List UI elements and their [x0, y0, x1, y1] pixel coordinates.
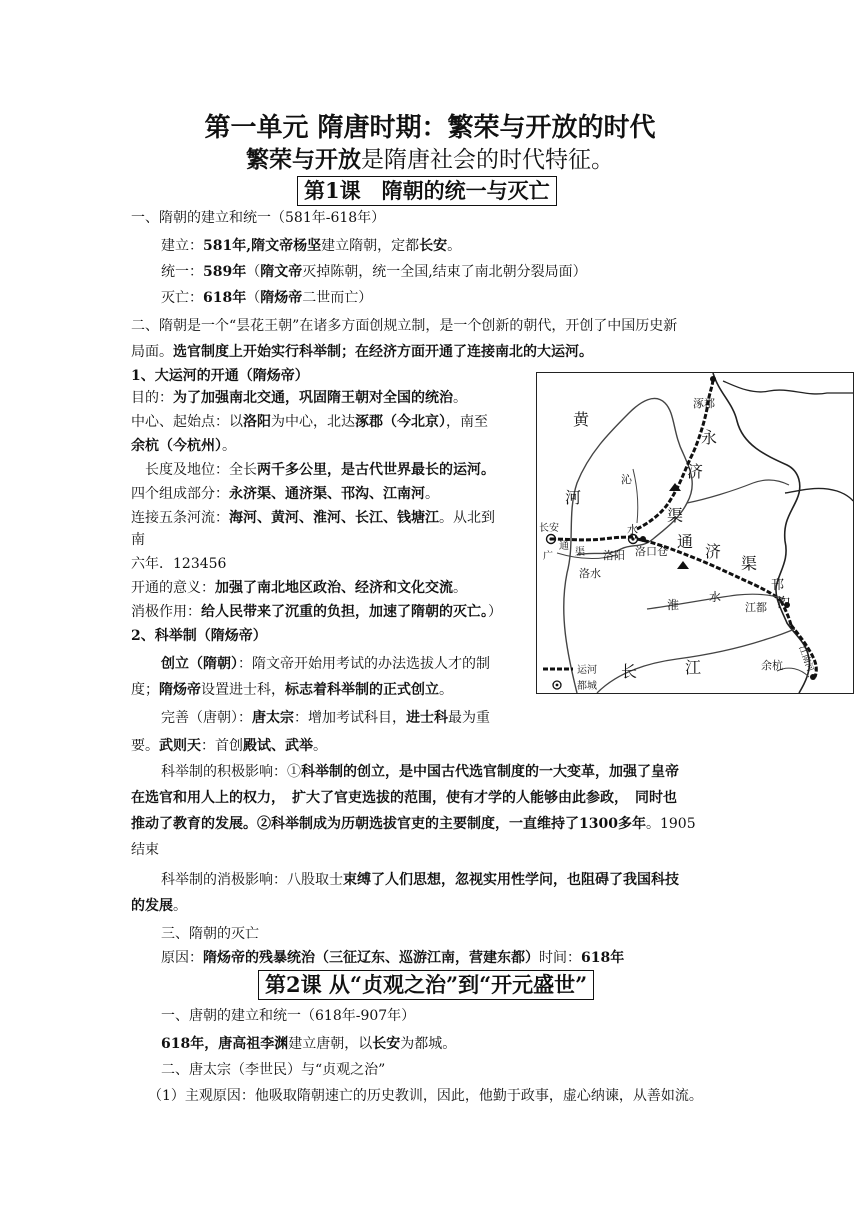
purpose-text: 为了加强南北交通，巩固隋王朝对全国的统治	[173, 390, 453, 406]
perfect-mid: ：增加考试科目，	[294, 710, 406, 726]
create2-bold: 标志着科举制的正式创立	[285, 682, 439, 698]
center-label: 中心、起始点：以	[131, 414, 243, 430]
meaning-text: 加强了南北地区政治、经济和文化交流	[215, 580, 453, 596]
exam-heading: 2、科举制（隋炀帝）	[131, 628, 267, 644]
l2-est-mid: 建立唐朝，以	[288, 1036, 373, 1052]
guangtong-canal	[551, 537, 637, 540]
yellow-river	[564, 398, 693, 693]
length-label: 长度及地位：全长	[145, 462, 257, 478]
exam-neg-label: 科举制的消极影响：八股取士	[161, 872, 343, 888]
neg-end: ）	[488, 604, 502, 620]
meaning-end: 。	[453, 580, 467, 596]
center-luoyang: 洛阳	[243, 414, 271, 430]
unify-paren: （	[246, 264, 261, 280]
length-bold: 两千多公里，是古代世界最长的运河。	[257, 462, 495, 478]
canal-heading: 1、大运河的开通（隋炀帝）	[131, 368, 309, 384]
map-label-luokoucang: 洛口仓	[635, 545, 668, 558]
fall-year: 618年	[203, 290, 247, 306]
map-label-huang: 黄	[573, 410, 590, 429]
yellow-river-east	[687, 480, 789, 503]
l2-establish	[161, 1034, 456, 1054]
map-label-jiangdu: 江都	[745, 601, 767, 614]
create2-mid: 设置进士科，	[201, 682, 285, 698]
city-luokoucang-icon	[640, 536, 646, 542]
perfect-jinshi: 进士科	[406, 710, 448, 726]
unify-label: 统一：	[161, 264, 203, 280]
exam-positive-line2: 在选官和用人上的权力， 扩大了官吏选拔的范围，使有才学的人能够由此参政， 同时也	[131, 790, 677, 806]
coastline-north	[723, 381, 853, 394]
perfect-emperor: 唐太宗	[252, 710, 294, 726]
pos-label: 科举制的积极影响：①	[161, 764, 301, 780]
map-label-qu: 渠	[667, 506, 684, 525]
canal-center-line2	[131, 436, 236, 456]
l2-est-bold1: 618年，唐高祖李渊	[161, 1036, 289, 1052]
parts-end: 。	[425, 486, 439, 502]
exam-perfect-line2	[131, 736, 327, 756]
canal-length	[145, 460, 495, 480]
cause-year: 618年	[581, 950, 625, 966]
map-label-shui: 水	[627, 523, 638, 536]
exam-create-line2	[131, 680, 453, 700]
map-label-han: 邗	[771, 578, 785, 593]
map-label-chang: 长	[621, 662, 638, 681]
parts-label: 四个组成部分：	[131, 486, 229, 502]
map-label-qu2: 渠	[741, 554, 758, 573]
l1-fall	[161, 288, 372, 308]
canal-meaning	[131, 578, 467, 598]
est-end: 。	[447, 238, 462, 254]
purpose-label: 目的：	[131, 390, 173, 406]
coastline-shandong	[785, 488, 853, 501]
perfect-label: 完善（唐朝）：	[161, 710, 252, 726]
exam-positive-line3	[131, 814, 696, 834]
lesson2-title: 第2课 从“贞观之治”到“开元盛世”	[258, 970, 594, 1000]
subtitle-bold: 繁荣与开放	[246, 146, 361, 173]
est-mid: 建立隋朝，定都	[321, 238, 420, 254]
map-label-zhuojun: 涿郡	[693, 397, 715, 410]
granary-icon-2	[677, 561, 689, 569]
neg-text: 给人民带来了沉重的负担，加速了隋朝的灭亡。	[201, 604, 488, 620]
map-label-shui2: 水	[709, 590, 722, 604]
unify-rest: 灭掉陈朝，统一全国,结束了南北朝分裂局面）	[302, 264, 587, 280]
cause-rest: 时间：	[539, 950, 581, 966]
l2-est-end: 为都城。	[400, 1036, 457, 1052]
l2-est-capital: 长安	[372, 1036, 401, 1052]
map-label-luoyang: 洛阳	[603, 549, 625, 562]
pos3-end: 。1905	[645, 816, 696, 832]
perfect2-bold: 殿试、武举	[243, 738, 313, 754]
map-label-changan: 长安	[539, 523, 559, 534]
create2-end: 。	[439, 682, 453, 698]
meaning-label: 开通的意义：	[131, 580, 215, 596]
neg-label: 消极作用：	[131, 604, 201, 620]
rivers-end: 。从北到	[439, 510, 495, 526]
l2-reason: （1）主观原因：他吸取隋朝速亡的历史教训，因此，他勤于政事，虚心纳谏，从善如流。	[148, 1088, 703, 1104]
exam-neg2-end: 。	[173, 898, 187, 914]
perfect2-end: 。	[313, 738, 327, 754]
pos3-bold: 推动了教育的发展。②科举制成为历朝选拔官吏的主要制度，一直维持了1300多年	[131, 816, 646, 832]
legend-capital-label: 都城	[577, 681, 597, 692]
city-yuhang-icon	[810, 674, 816, 680]
coastline	[713, 373, 809, 693]
fall-paren: （	[246, 290, 261, 306]
canal-note: 六年．123456	[131, 556, 227, 572]
exam-positive-line4: 结束	[131, 842, 159, 858]
unify-year: 589年	[203, 264, 247, 280]
purpose-end: 。	[453, 390, 467, 406]
city-zhuojun-icon	[710, 376, 716, 382]
map-label-luoshui: 洛水	[579, 567, 601, 580]
parts-text: 永济渠、通济渠、邗沟、江南河	[229, 486, 425, 502]
canal-parts	[131, 484, 439, 504]
map-label-yong: 永	[701, 428, 718, 447]
l1-s2-line2	[131, 342, 593, 362]
create2-p1: 度；	[131, 682, 159, 698]
l1-s1-heading: 一、隋朝的建立和统一（581年-618年）	[131, 210, 386, 226]
map-label-gou: 沟	[777, 596, 791, 611]
est-bold: 581年,隋文帝杨坚	[203, 238, 322, 254]
map-label-tong: 通	[677, 532, 694, 551]
canal-negative	[131, 602, 502, 622]
l1-establish	[161, 236, 461, 256]
exam-negative-line2	[131, 896, 187, 916]
cause-label: 原因：	[161, 950, 203, 966]
l2-s2-heading: 二、唐太宗（李世民）与“贞观之治”	[161, 1062, 386, 1078]
l1-cause	[161, 948, 624, 968]
legend-canal-label: 运河	[577, 665, 597, 676]
rivers-label: 连接五条河流：	[131, 510, 229, 526]
map-label-tong2: 通	[559, 541, 569, 552]
center-zhuojun: 涿郡（今北京）	[355, 414, 446, 430]
perfect-end: 最为重	[448, 710, 490, 726]
exam-negative	[161, 870, 679, 890]
subtitle-rest: 是隋唐社会的时代特征。	[361, 147, 614, 173]
s2-bold: 选官制度上开始实行科举制；在经济方面开通了连接南北的大运河。	[173, 344, 593, 360]
fall-rest: 二世而亡）	[302, 290, 373, 306]
map-label-huai: 淮	[667, 598, 680, 612]
rivers-text: 海河、黄河、淮河、长江、钱塘江	[229, 510, 439, 526]
map-label-jiangnanhe: 江南河	[796, 644, 815, 674]
l1-s3-heading: 三、隋朝的灭亡	[161, 926, 259, 942]
center-yuhang: 余杭（今杭州）	[131, 438, 222, 454]
perfect2-mid: ：首创	[201, 738, 243, 754]
perfect2-p1: 要。	[131, 738, 159, 754]
pos-bold1: 科举制的创立，是中国古代选官制度的一大变革，加强了皇帝	[301, 764, 679, 780]
create2-emperor: 隋炀帝	[159, 682, 201, 698]
exam-perfect	[161, 708, 490, 728]
unit-title: 第一单元 隋唐时期：繁荣与开放的时代	[204, 113, 656, 143]
map-label-ji: 济	[687, 462, 704, 481]
fall-emperor: 隋炀帝	[260, 290, 303, 306]
exam-neg2-bold: 的发展	[131, 898, 173, 914]
lesson1-title: 第1课 隋朝的统一与灭亡	[297, 176, 557, 206]
map-label-qin: 沁	[621, 473, 632, 486]
l1-unify	[161, 262, 587, 282]
canal-center	[131, 412, 488, 432]
est-capital: 长安	[419, 238, 448, 254]
unit-subtitle	[0, 146, 860, 174]
exam-neg-bold: 束缚了人们思想，忽视实用性学问，也阻碍了我国科技	[343, 872, 679, 888]
center-line2-end: 。	[222, 438, 236, 454]
exam-positive	[161, 762, 679, 782]
map-label-yuhang: 余杭	[761, 659, 783, 672]
map-label-jiang: 江	[685, 658, 702, 677]
canal-rivers-line2: 南	[131, 532, 145, 548]
map-label-guang: 广	[543, 551, 553, 562]
l2-s1-heading: 一、唐朝的建立和统一（618年-907年）	[161, 1008, 416, 1024]
canal-map-svg	[537, 373, 853, 693]
canal-rivers	[131, 508, 495, 528]
s2-plain: 局面。	[131, 344, 173, 360]
map-label-qu3: 渠	[575, 547, 585, 558]
qin-river	[633, 469, 638, 523]
center-end: ，南至	[446, 414, 488, 430]
exam-create	[161, 654, 490, 674]
est-label: 建立：	[161, 238, 203, 254]
unify-emperor: 隋文帝	[260, 264, 303, 280]
grand-canal-map	[536, 372, 854, 694]
l1-s2-line1: 二、隋朝是一个“昙花王朝”在诸多方面创规立制，是一个创新的朝代，开创了中国历史新	[131, 318, 678, 334]
center-mid: 为中心，北达	[271, 414, 355, 430]
map-label-ji2: 济	[705, 542, 722, 561]
perfect2-wuzetian: 武则天	[159, 738, 201, 754]
canal-purpose	[131, 388, 467, 408]
create-rest: ：隋文帝开始用考试的办法选拔人才的制	[238, 656, 490, 672]
map-label-he: 河	[565, 488, 582, 507]
create-bold: 创立（隋朝）	[161, 656, 238, 672]
cause-bold: 隋炀帝的残暴统治（三征辽东、巡游江南，营建东都）	[203, 950, 539, 966]
fall-label: 灭亡：	[161, 290, 203, 306]
